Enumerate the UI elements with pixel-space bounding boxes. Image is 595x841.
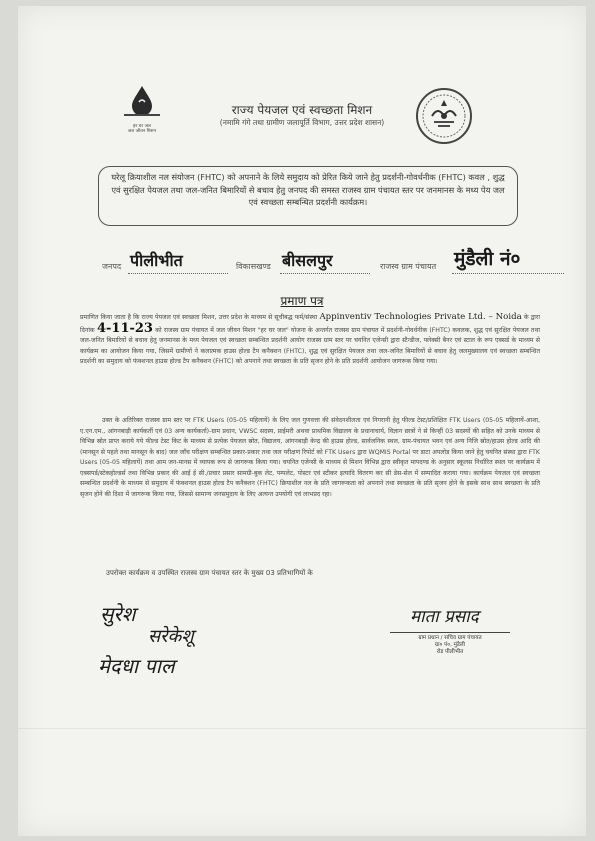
participant-signature-1: सुरेश (100, 602, 136, 626)
village-underline (452, 273, 564, 274)
paragraph-1-mid: के द्वारा दिनांक (80, 314, 541, 334)
block-label: विकासखण्ड (236, 262, 271, 271)
block-value: बीसलपुर (282, 251, 333, 270)
state-emblem-icon (414, 86, 474, 146)
company-name: Appinventiv Technologies Private Ltd. – Noida (319, 312, 522, 322)
certificate-paragraph-2: उक्त के अतिरिक्त राजस्व ग्राम स्तर पर FTK Users (05-05 महिलायें) के लिए जल गुणवत्ता की संवेदनशीलता एवं निगरानी हेतु फील्ड टेस्ट/प्रशिक्षित FTK Users (05-05 महिलायें-आशा, ए.एन.एम., आंगनबाड़ी कार्यकर्ती एवं 03 अन्य कार्यकर्ता)-ग्राम प्रधान, VWSC सदस्य, प्राईमरी अथवा प्राथमिक विद्यालय के प्रधानाचार्य, विज्ञान छात्रों ने से किन्हीं 03 सदस्यों की सहित को उनके माध्यम से विभिन्न स्रोत प्राप्त कराये गये फील्ड टेस्ट किट के माध्यम से प्रत्येक पेयजल स्रोत, विद्यालय, आंगनबाड़ी केन्द्र की हाउस होल्ड, सार्वजनिक स्थल, ग्राम-पंचायत भवन एवं अन्य निजि स्रोत/हाउस होल्ड आदि की (मानसून से पहले तथा मानसून के बाद) जल जाँच परीक्षण सम्बन्धित प्रकार-प्रकार तथा जल परीक्षण रिपोर्ट को FTK Users द्वारा WQMIS Portal पर डाटा अपलोड किया जाने हेतु चयनित संस्था द्वारा FTK Users (05-05 महिलायें) तथा आम जन-मानस में व्यापक रूप से जागरूक किया गया। चयनित एजेन्सी के माध्यम से मिशन विभिन्न द्वारा स्वीकृत मापदण्ड के अनुसार स्कूलस निर्धारित स्थल पर कार्यक्रम में एक्सपर्ड/स्टेकहोल्डर्स तथा विभिन्न प्रकार की आई ई सी./प्रचार प्रसार सामग्री-बुक लेट, पम्पलेट, पोस्टर एवं स्टीकर इत्यादि वितरण कर सी डेस-सेल में सम्पादित कराया गया। कार्यक्रम पेयजल एवं स्वच्छता सम्बन्धित प्रदर्शनी के माध्यम से समुदाय में फंक्शनल हाउस होल्ड टैप कनैक्शन (FHTC) क्रियाशील नल के प्रति जागरूकता को अपनाने तथा स्वच्छता के प्रति सृजन होने के इसके साथ साथ स्वच्छता के प्रति सृजन होने की दिशा में जागरूक किया गया, जिससे सामान्य जनसमुदाय के लिए अत्यन्त उपयोगी एवं लाभप्रद रहा। (80, 417, 540, 498)
closing-line: उपरोक्त कार्यक्रम व उपस्थित राजस्व ग्राम पंचायत स्तर के मुख्य 03 प्रतिभागियों के (106, 569, 313, 577)
paragraph-1-end: को राजस्व ग्राम पंचायत में जल जीवन मिशन "हर घर जल" योजना के अन्तर्गत राजस्व ग्राम पंचायत में प्रदर्शनी-गोवर्धनीक (FHTC) कवलक, शुद्ध एवं सुरक्षित पेयजल तथा जल-जनित बिमारियों से बचाव हेतु जनमानस के मध्य पेयजल एवं स्वच्छता सम्बन्धित प्रदर्शनी आयोग राजस्व ग्राम स्तर पर चयनित एजेन्सी द्वारा स्टैन्डीज, फ्लेक्सी बैनर एवं स्टाल के रूप एक्सर्ड के माध्यम से कार्यक्रम का आयोजन किया गया, जिसमें ग्रामीणों ने कलात्मक हाउस होल्ड टैप कनैक्शन (FHTC), शुद्ध एवं सुरक्षित पेयजल तथा जल-जनित बिमारियों से बचाव हेतु जलमुख्यालय एवं स्वच्छता सम्बन्धित प्रदर्शनी का समुदाय को फंक्शनल हाउस होल्ड टैप कनैक्शन (FHTC) को अपनाने तथा स्वच्छता के प्रति सृजन होने के प्रति प्रदर्शनी आयोजन जागरूक किया गया। (80, 326, 541, 365)
location-fields (102, 248, 572, 277)
stamp-line-1: ग्राम प्रधान / सचिव ग्राम पंचायत (418, 635, 482, 641)
organization-title: राज्य पेयजल एवं स्वच्छता मिशन (231, 103, 373, 117)
certificate-paragraph-1 (80, 312, 540, 368)
date-value: 4-11-23 (96, 320, 153, 336)
stamp-line-2: ग्रा० पं०, मुंडैली (434, 642, 465, 648)
participant-signature-3: मेदधा पाल (98, 654, 175, 678)
paragraph-1-start: प्रमाणित किया जाता है कि राज्य पेयजल एवं स्वच्छता मिशन, उत्तर प्रदेश के माध्यम से सूचीबद्ध फर्म/संस्था (80, 314, 318, 321)
pradhan-stamp (390, 604, 510, 664)
stamp-line-3: रोड पीलीभीत (436, 649, 464, 655)
district-label: जनपद (102, 262, 122, 271)
up-government-emblem (414, 86, 474, 146)
program-description-box: घरेलू क्रियाशील नल संयोजन (FHTC) को अपनाने के लिये समुदाय को प्रेरित किये जाने हेतु प्रदर्शनी-गोवर्धनीक (FHTC) कवल , शुद्ध एवं सुरक्षित पेयजल तथा जल-जनित बिमारियों से बचाव हेतु जनपद की समस्त राजस्व ग्राम पंचायत स्तर पर जनमानस के मध्य पेय जल एवं स्वच्छता सम्बन्धित प्रदर्शनी कार्यक्रम। (98, 166, 518, 226)
district-underline (128, 273, 228, 274)
page-fold-line (18, 728, 586, 729)
block-underline (280, 273, 370, 274)
organization-subtitle: (नमामि गंगे तथा ग्रामीण जलापूर्ति विभाग, उत्तर प्रदेश शासन) (219, 118, 385, 127)
participant-signature-2: सरेकेशू (148, 626, 194, 647)
certificate-title (18, 292, 586, 309)
village-label: राजस्व ग्राम पंचायत (380, 262, 437, 271)
certificate-title-text: प्रमाण पत्र (280, 294, 324, 308)
pradhan-signature: माता प्रसाद (410, 607, 479, 627)
logo-caption: हर घर जल जल जीवन मिशन (127, 124, 157, 134)
document-page (18, 6, 586, 836)
district-value: पीलीभीत (130, 251, 183, 270)
village-value: मुंडैली नं० (454, 248, 521, 270)
